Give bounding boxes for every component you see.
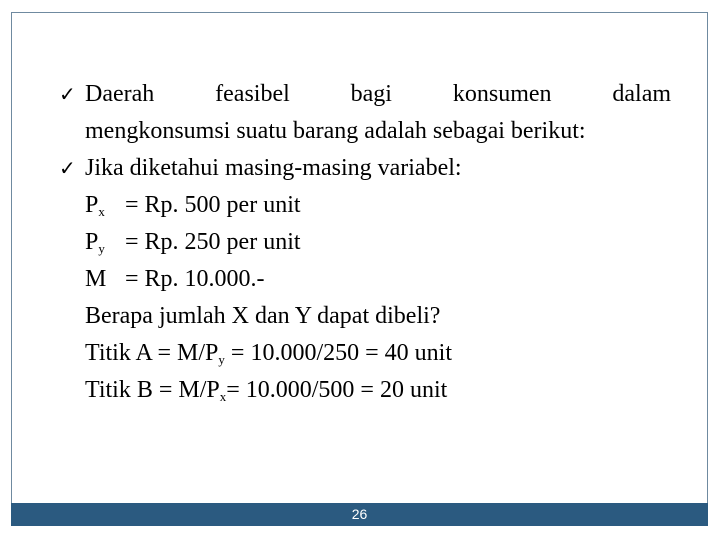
word: feasibel xyxy=(215,81,290,107)
variable-name: $P_x$ xyxy=(85,192,105,219)
page-number: 26 xyxy=(351,506,368,522)
bullet-line-2: mengkonsumsi suatu barang adalah sebagai berikut: xyxy=(85,118,586,144)
calc-point-a: Titik $A = M/P_y = 10.000/250 = 40$ unit xyxy=(85,340,452,367)
calc-point-b: Titik $B = M/P_x= 10.000/500 = 20$ unit xyxy=(85,377,448,404)
variable-name: $P_y$ xyxy=(85,229,105,256)
check-arrow-icon: ✓ xyxy=(59,82,76,106)
question-line: Berapa jumlah X dan Y dapat dibeli? xyxy=(85,303,441,329)
check-arrow-icon: ✓ xyxy=(59,156,76,180)
variable-row-py xyxy=(85,224,671,261)
variable-value: = Rp. 10.000.- xyxy=(125,266,265,292)
bullet-item-variables xyxy=(59,150,671,187)
bullet-line-1 xyxy=(85,76,671,113)
word: dalam xyxy=(612,81,672,107)
variable-name: M xyxy=(85,266,107,292)
slide-content xyxy=(59,76,671,409)
variable-row-px xyxy=(85,187,671,224)
variable-list xyxy=(59,187,671,409)
word: bagi xyxy=(350,81,392,107)
word: konsumen xyxy=(452,81,552,107)
footer-bar xyxy=(11,503,708,526)
variable-row-m xyxy=(85,261,671,298)
bullet-item-feasible-region xyxy=(59,76,671,150)
word: Daerah xyxy=(85,81,155,107)
variable-value: = Rp. 250 per unit xyxy=(125,229,301,255)
variable-value: = Rp. 500 per unit xyxy=(125,192,301,218)
bullet-line-1: Jika diketahui masing-masing variabel: xyxy=(85,155,462,181)
